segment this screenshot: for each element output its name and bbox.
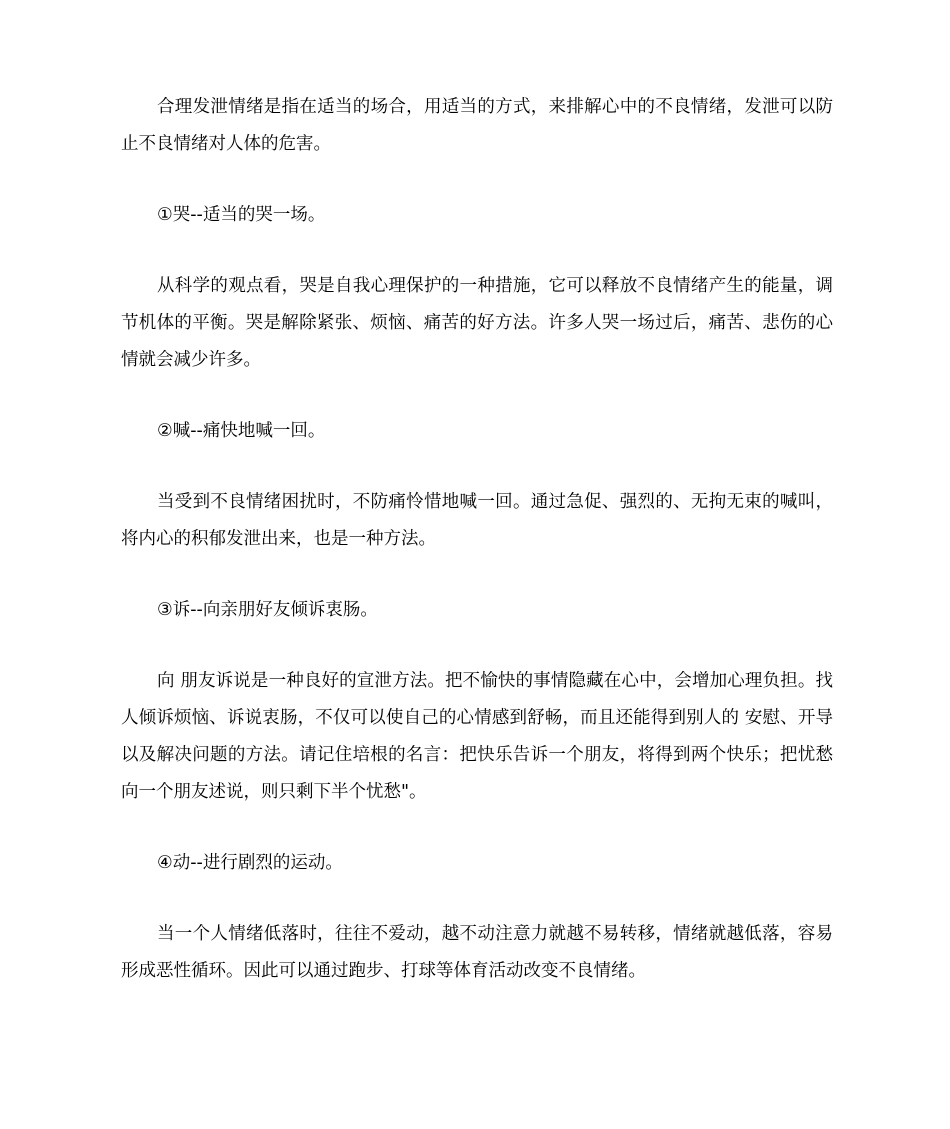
intro-paragraph: 合理发泄情绪是指在适当的场合，用适当的方式，来排解心中的不良情绪，发泄可以防止不良情绪对人体的危害。 [121,97,833,154]
exercise-paragraph: 当一个人情绪低落时，往往不爱动，越不动注意力就越不易转移，情绪就越低落，容易形成恶性循环。因此可以通过跑步、打球等体育活动改变不良情绪。 [121,924,833,981]
paragraph-gap [121,450,833,484]
paragraph-gap [121,882,833,916]
method-heading-shout: ②喊--痛快地喊一回。 [157,421,326,441]
paragraph-gap [121,629,833,663]
paragraph-gap [121,163,833,197]
confide-paragraph: 向 朋友诉说是一种良好的宣泄方法。把不愉快的事情隐藏在心中，会增加心理负担。找人倾诉烦恼、诉说衷肠，不仅可以使自己的心情感到舒畅，而且还能得到别人的 安慰、开导以及解决问题的方法。请记住培根的名言：把快乐告诉一个朋友，将得到两个快乐；把忧愁向一个朋友述说，则只剩下半个忧愁"。 [121,671,833,802]
paragraph-gap [121,234,833,268]
shout-paragraph: 当受到不良情绪困扰时，不防痛怜惜地喊一回。通过急促、强烈的、无拘无束的喊叫，将内心的积郁发泄出来，也是一种方法。 [121,492,833,549]
paragraph-gap [121,811,833,845]
document-body [121,89,833,990]
method-heading-confide: ③诉--向亲朋好友倾诉衷肠。 [157,600,378,620]
paragraph-gap [121,558,833,592]
method-heading-exercise: ④动--进行剧烈的运动。 [157,853,343,873]
method-heading-cry: ①哭--适当的哭一场。 [157,205,326,225]
paragraph-gap [121,379,833,413]
cry-paragraph: 从科学的观点看，哭是自我心理保护的一种措施，它可以释放不良情绪产生的能量，调节机体的平衡。哭是解除紧张、烦恼、痛苦的好方法。许多人哭一场过后，痛苦、悲伤的心情就会减少许多。 [121,276,833,370]
